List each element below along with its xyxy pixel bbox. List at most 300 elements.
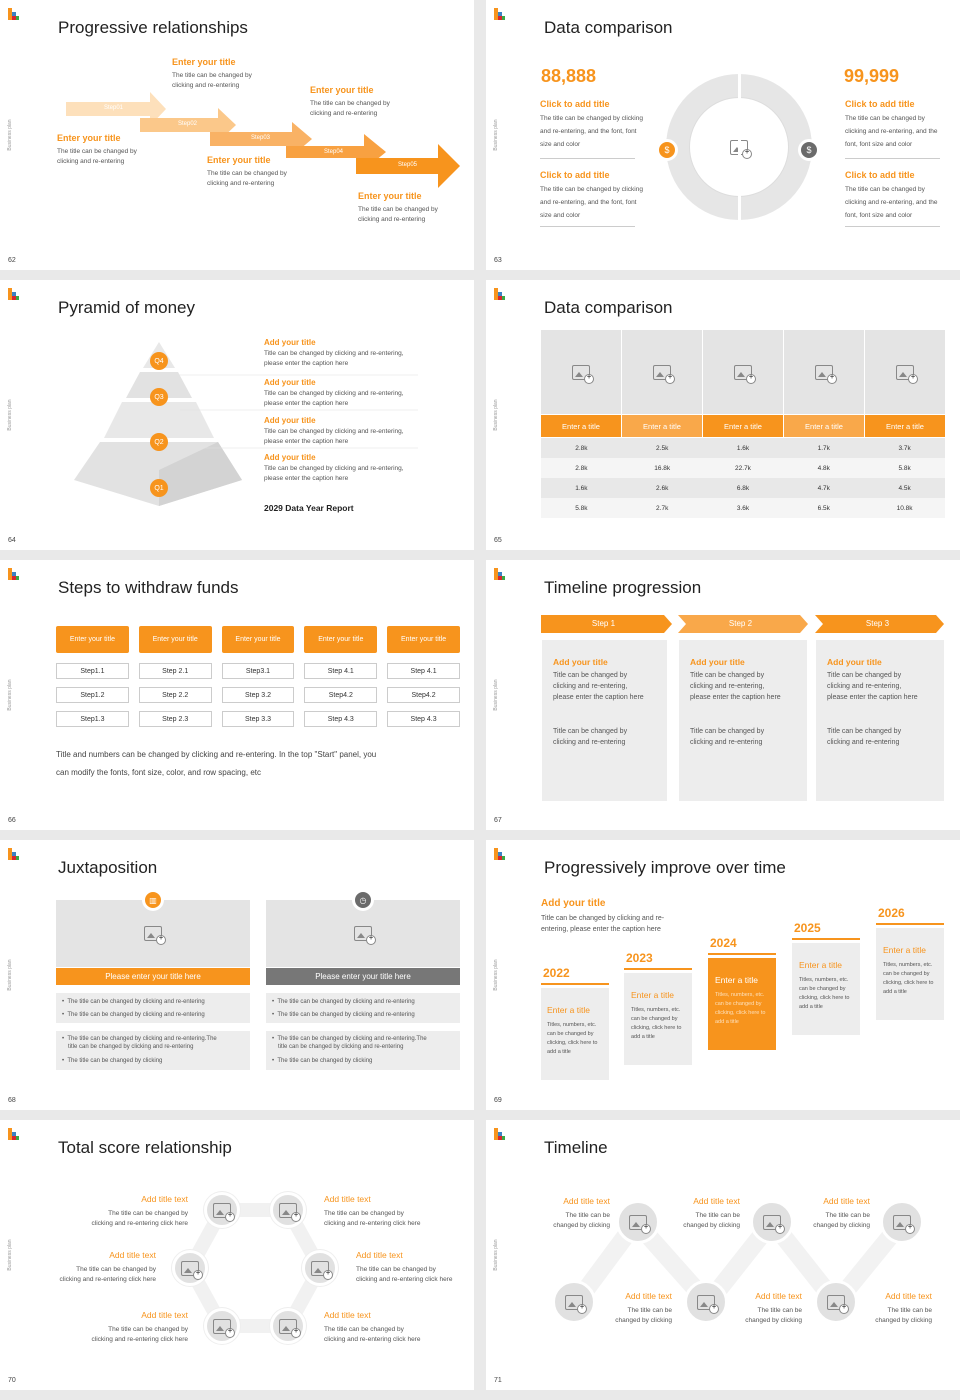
item-text: The title can be changed by [356,1266,436,1273]
table-cell: 16.8k [654,464,671,472]
slide-68[interactable] [0,840,474,1110]
image-node[interactable] [302,1250,338,1286]
slide-title: Steps to withdraw funds [58,578,239,597]
year-underline [708,953,776,955]
item-text: clicking and re-entering click here [324,1336,421,1343]
pyramid [0,280,474,550]
step-label: Step01 [104,105,124,111]
image-node[interactable] [270,1308,306,1344]
bullet-text-value: The title can be changed by clicking and re-entering.The [277,1036,427,1042]
card-text: Title can be changed by [827,728,902,735]
block-title: Click to add title [845,170,915,180]
left-number: 88,888 [541,66,597,86]
bullet-text-value: The title can be changed by clicking and re-entering.The [67,1036,217,1042]
block-text: The title can be changed by [845,186,925,193]
table-cell: 2.8k [575,444,588,452]
item-text: clicking and re-entering click here [91,1220,188,1227]
item-text: changed by clicking [875,1317,932,1324]
step-label: Step02 [178,121,198,127]
zigzag-path [486,1120,960,1390]
intro-text: Title can be changed by clicking and re- [541,915,665,922]
card-title: Enter a title [883,945,926,955]
item-text: clicking and re-entering [57,158,125,165]
table-cell: 22.7k [735,464,751,472]
step-box[interactable]: Step 4.1 [387,663,460,679]
card-text: clicking and re-entering [553,739,626,746]
item-title: Add your title [264,416,316,425]
table-cell: 10.8k [896,504,913,512]
card-text: can be changed by [883,971,930,977]
image-placeholder-icon [213,1319,231,1334]
divider [845,158,940,159]
block-text: size and color [540,141,581,148]
card-text: add a title [799,1004,823,1010]
item-title: Add title text [356,1250,403,1260]
item-text: The title can be changed by [324,1326,404,1333]
bullet-text-value: The title can be changed by clicking and re-entering [67,1012,205,1018]
page-number: 64 [8,537,16,544]
item-title: Add title text [141,1310,188,1320]
item-title: Enter your title [358,191,422,201]
year-label: 2024 [710,936,737,950]
card-text: Title can be changed by [827,672,902,679]
block-title: Click to add title [845,99,915,109]
brand-logo [494,288,504,300]
side-label: Business plan [493,119,499,151]
bullet-text: • The title can be changed by clicking and re-entering [62,1012,205,1018]
card-text: clicking, click here to [715,1010,766,1016]
bullet-text-value: The title can be changed by clicking and re-entering [277,1012,415,1018]
slide-71[interactable] [486,1120,960,1390]
step-box[interactable]: Step 3.2 [222,687,295,703]
image-placeholder-icon [815,365,833,380]
column-header[interactable]: Enter your title [56,626,129,653]
side-label: Business plan [7,679,13,711]
item-title: Enter your title [310,85,374,95]
item-title: Add title text [141,1194,188,1204]
item-text: The title can be [887,1307,932,1314]
bullet-text: • The title can be changed by clicking and re-entering.The [62,1036,217,1042]
item-text: please enter the caption here [264,475,349,482]
bullet-text: • The title can be changed by clicking and re-entering [62,999,205,1005]
item-text: The title can be [757,1307,802,1314]
image-placeholder-icon [763,1215,781,1230]
intro-title: Add your title [541,898,606,909]
image-placeholder[interactable] [865,330,945,414]
ring-divider [738,74,741,220]
side-label: Business plan [493,679,499,711]
bullet-text: • The title can be changed by clicking [62,1058,163,1064]
card-text: clicking, click here to [547,1040,598,1046]
column-header: Enter a title [622,415,702,437]
slide-title: Progressively improve over time [544,858,786,877]
bullet-text-value: The title can be changed by clicking and re-entering [67,999,205,1005]
column-header: Enter a title [784,415,864,437]
comparison-table [541,330,945,518]
card-text: Title can be changed by [690,728,765,735]
panel-title-bar[interactable]: Please enter your title here [266,968,460,985]
bullet-text: • The title can be changed by clicking and re-entering [272,999,415,1005]
block-text: and re-entering, and the font, font [540,128,637,135]
card-text: add a title [631,1034,655,1040]
card-text: Titles, numbers, etc. [799,977,849,983]
card-title: Enter a title [547,1005,590,1015]
image-node[interactable] [616,1200,660,1244]
item-text: Title can be changed by clicking and re-entering, [264,465,404,472]
card-text: Titles, numbers, etc. [547,1022,597,1028]
card-text: add a title [715,1019,739,1025]
item-text: please enter the caption here [264,360,349,367]
level-badge: Q1 [150,479,168,497]
bullet-text: title can be changed by clicking and re-entering [278,1044,404,1050]
item-text: The title can be changed by [324,1210,404,1217]
bullet-text-value: The title can be changed by clicking and re-entering [277,999,415,1005]
bullet-text: • The title can be changed by clicking [272,1058,373,1064]
slide-63[interactable] [486,0,960,270]
note-text: can modify the fonts, font size, color, and row spacing, etc [56,768,261,777]
note-text: Title and numbers can be changed by clicking and re-entering. In the top "Start" panel, you [56,750,377,759]
side-label: Business plan [493,399,499,431]
step-box[interactable]: Step 4.3 [387,711,460,727]
table-cell: 1.6k [736,444,750,452]
image-placeholder[interactable] [784,330,864,414]
table-cell: 4.5k [898,484,911,492]
item-text: please enter the caption here [264,438,349,445]
block-title: Click to add title [540,99,610,109]
step-box[interactable]: Step3.1 [222,663,295,679]
image-node[interactable] [750,1200,794,1244]
step-box[interactable]: Step1.1 [56,663,129,679]
item-title: Add title text [755,1291,802,1301]
slide-67[interactable] [486,560,960,830]
page-number: 62 [8,257,16,264]
step-label: Step04 [324,149,344,155]
card-text: clicking and re-entering [690,739,763,746]
table-cell: 6.5k [817,504,830,512]
item-text: please enter the caption here [264,400,349,407]
item-text: The title can be [825,1212,870,1219]
column-header: Enter a title [703,415,783,437]
bullet-text-value: The title can be changed by clicking [277,1058,373,1064]
slide-title: Total score relationship [58,1138,232,1157]
bullet-text: • The title can be changed by clicking and re-entering.The [272,1036,427,1042]
divider [845,226,940,227]
slide-62[interactable] [0,0,474,270]
side-label: Business plan [493,959,499,991]
table-cell: 5.8k [898,464,911,472]
step-box[interactable]: Step 2.1 [139,663,212,679]
page-number: 68 [8,1097,16,1104]
card-text: Title can be changed by [690,672,765,679]
chart-icon: ▥ [142,889,164,911]
step-column [304,626,377,727]
image-placeholder[interactable] [703,330,783,414]
step-label: Step05 [398,162,418,168]
step-box[interactable]: Step4.2 [387,687,460,703]
item-text: Title can be changed by clicking and re-entering, [264,390,404,397]
table-cell: 4.8k [817,464,830,472]
item-text: The title can be [565,1212,610,1219]
image-placeholder-icon [572,365,590,380]
item-title: Add your title [264,453,316,462]
step-label: Step 2 [728,619,753,628]
slide-66[interactable] [0,560,474,830]
block-text: The title can be changed by clicking [540,186,643,193]
slide-title: Pyramid of money [58,298,195,317]
side-label: Business plan [7,1239,13,1271]
image-node[interactable] [880,1200,924,1244]
page-number: 70 [8,1377,16,1384]
slide-70[interactable] [0,1120,474,1390]
panel-title-bar[interactable]: Please enter your title here [56,968,250,985]
card-text: add a title [883,989,907,995]
brand-logo [8,568,18,580]
page-number: 67 [494,817,502,824]
table-cell: 1.7k [817,444,830,452]
card-text: clicking, click here to [799,995,850,1001]
slide-title: Timeline progression [544,578,702,597]
slide-65[interactable] [486,280,960,550]
image-placeholder-icon [893,1215,911,1230]
step-label: Step 3 [865,619,890,628]
block-text: clicking and re-entering, and the [845,128,938,135]
column-header[interactable]: Enter your title [387,626,460,653]
card-text: clicking and re-entering, [690,683,765,690]
card-text: Title can be changed by [553,672,628,679]
image-placeholder-icon [144,926,162,941]
item-text: The title can be changed by [57,148,137,155]
block-text: and re-entering, and the font, font [540,199,637,206]
slide-title: Timeline [544,1138,608,1157]
item-text: clicking and re-entering [172,82,240,89]
step-column [387,626,460,727]
card-text: add a title [547,1049,571,1055]
image-placeholder-icon [565,1295,583,1310]
table-cell: 6.8k [736,484,750,492]
column-header[interactable]: Enter your title [222,626,295,653]
side-label: Business plan [7,399,13,431]
image-placeholder-icon [734,365,752,380]
item-text: clicking and re-entering click here [356,1276,453,1283]
column-header: Enter a title [865,415,945,437]
money-bag-icon: $ [656,139,678,161]
slide-64[interactable] [0,280,474,550]
image-node[interactable] [552,1280,596,1324]
item-text: The title can be changed by [358,206,438,213]
item-title: Add title text [109,1250,156,1260]
column-header[interactable]: Enter your title [139,626,212,653]
image-placeholder[interactable] [622,330,702,414]
item-text: clicking and re-entering click here [59,1276,156,1283]
card-text: Titles, numbers, etc. [883,962,933,968]
brand-logo [494,848,504,860]
step-label: Step03 [251,135,271,141]
table-cell: 2.5k [656,444,669,452]
step-box[interactable]: Step 4.3 [304,711,377,727]
image-placeholder-icon [279,1319,297,1334]
step-column [139,626,212,727]
item-title: Enter your title [172,57,236,67]
bullet-text: title can be changed by clicking and re-entering [68,1044,194,1050]
step-box[interactable]: Step1.2 [56,687,129,703]
side-label: Business plan [7,959,13,991]
card-text: please enter the caption here [553,694,644,701]
report-label: 2029 Data Year Report [264,503,354,513]
item-text: The title can be changed by [108,1326,188,1333]
side-label: Business plan [493,1239,499,1271]
table-cell: 5.8k [575,504,588,512]
image-placeholder-icon [279,1203,297,1218]
side-label: Business plan [7,119,13,151]
item-text: The title can be changed by [108,1210,188,1217]
page-number: 65 [494,537,502,544]
level-badge: Q2 [150,433,168,451]
right-number: 99,999 [844,66,900,86]
item-text: changed by clicking [813,1222,870,1229]
item-text: changed by clicking [553,1222,610,1229]
card-title: Add your title [690,657,745,667]
item-title: Add title text [563,1196,610,1206]
card-text: Titles, numbers, etc. [715,992,765,998]
page-number: 69 [494,1097,502,1104]
card-text: clicking, click here to [883,980,934,986]
bullet-text: • The title can be changed by clicking and re-entering [272,1012,415,1018]
card-text: clicking and re-entering [827,739,900,746]
item-text: The title can be [695,1212,740,1219]
level-badge: Q4 [150,352,168,370]
item-title: Enter your title [207,155,271,165]
table-cell: 3.6k [736,504,750,512]
money-bag-icon: $ [798,139,820,161]
image-placeholder-icon [181,1261,199,1276]
block-title: Click to add title [540,170,610,180]
table-cell: 4.7k [817,484,830,492]
table-cell: 3.7k [898,444,911,452]
step-box[interactable]: Step 3.3 [222,711,295,727]
image-node[interactable] [172,1250,208,1286]
block-text: size and color [540,212,581,219]
item-text: changed by clicking [683,1222,740,1229]
item-text: changed by clicking [615,1317,672,1324]
card-text: can be changed by [715,1001,762,1007]
card-title: Add your title [553,657,608,667]
year-underline [792,938,860,940]
step-box[interactable]: Step4.2 [304,687,377,703]
brand-logo [494,8,504,20]
year-underline [624,968,692,970]
item-text: The title can be changed by [172,72,252,79]
item-text: clicking and re-entering [207,180,275,187]
item-text: changed by clicking [745,1317,802,1324]
level-badge: Q3 [150,388,168,406]
card-text: can be changed by [547,1031,594,1037]
divider [540,158,635,159]
image-node[interactable] [270,1192,306,1228]
item-title: Add title text [324,1194,371,1204]
item-text: clicking and re-entering [358,216,426,223]
intro-text: entering, please enter the caption here [541,926,661,933]
item-title: Add your title [264,378,316,387]
step-box[interactable]: Step 2.2 [139,687,212,703]
page-number: 63 [494,257,502,264]
item-title: Add title text [693,1196,740,1206]
year-label: 2022 [543,966,570,980]
image-placeholder-icon [827,1295,845,1310]
column-header: Enter a title [541,415,621,437]
year-underline [876,923,944,925]
divider [540,226,635,227]
item-text: The title can be changed by [310,100,390,107]
table-cell: 1.6k [575,484,588,492]
block-text: The title can be changed by clicking [540,115,643,122]
card-text: can be changed by [631,1016,678,1022]
image-placeholder-icon [311,1261,329,1276]
card-text: please enter the caption here [827,694,918,701]
step-label: Step 1 [591,619,616,628]
item-text: The title can be [627,1307,672,1314]
step-column [56,626,129,727]
slide-title: Juxtaposition [58,858,158,877]
card-text: Titles, numbers, etc. [631,1007,681,1013]
card-title: Enter a title [799,960,842,970]
image-placeholder-icon [697,1295,715,1310]
item-title: Add title text [823,1196,870,1206]
table-cell: 2.6k [656,484,669,492]
page-number: 71 [494,1377,502,1384]
year-underline [541,983,609,985]
step-box[interactable]: Step1.3 [56,711,129,727]
page-number: 66 [8,817,16,824]
step-box[interactable]: Step 2.3 [139,711,212,727]
table-cell: 2.8k [575,464,588,472]
step-box[interactable]: Step 4.1 [304,663,377,679]
item-title: Add title text [625,1291,672,1301]
bullet-text-value: The title can be changed by clicking [67,1058,163,1064]
brand-logo [8,848,18,860]
image-placeholder-icon [354,926,372,941]
item-title: Add title text [885,1291,932,1301]
item-title: Enter your title [57,133,121,143]
clock-icon: ◷ [352,889,374,911]
card-text: clicking and re-entering, [827,683,902,690]
item-title: Add your title [264,338,316,347]
image-placeholder-icon [629,1215,647,1230]
card-title: Enter a title [631,990,674,1000]
block-text: clicking and re-entering, and the [845,199,938,206]
item-text: The title can be changed by [207,170,287,177]
item-text: clicking and re-entering click here [91,1336,188,1343]
block-text: The title can be changed by [845,115,925,122]
item-text: clicking and re-entering [310,110,378,117]
card-text: clicking, click here to [631,1025,682,1031]
year-label: 2026 [878,906,905,920]
item-text: Title can be changed by clicking and re-entering, [264,428,404,435]
block-text: font, font size and color [845,141,913,148]
item-text: The title can be changed by [76,1266,156,1273]
block-text: font, font size and color [845,212,913,219]
slide-69[interactable] [486,840,960,1110]
steps-grid [56,626,460,727]
image-placeholder-icon [896,365,914,380]
image-placeholder[interactable] [541,330,621,414]
image-node[interactable] [204,1308,240,1344]
year-label: 2023 [626,951,653,965]
column-header[interactable]: Enter your title [304,626,377,653]
item-title: Add title text [324,1310,371,1320]
image-placeholder-icon [653,365,671,380]
image-node[interactable] [204,1192,240,1228]
card-text: clicking and re-entering, [553,683,628,690]
